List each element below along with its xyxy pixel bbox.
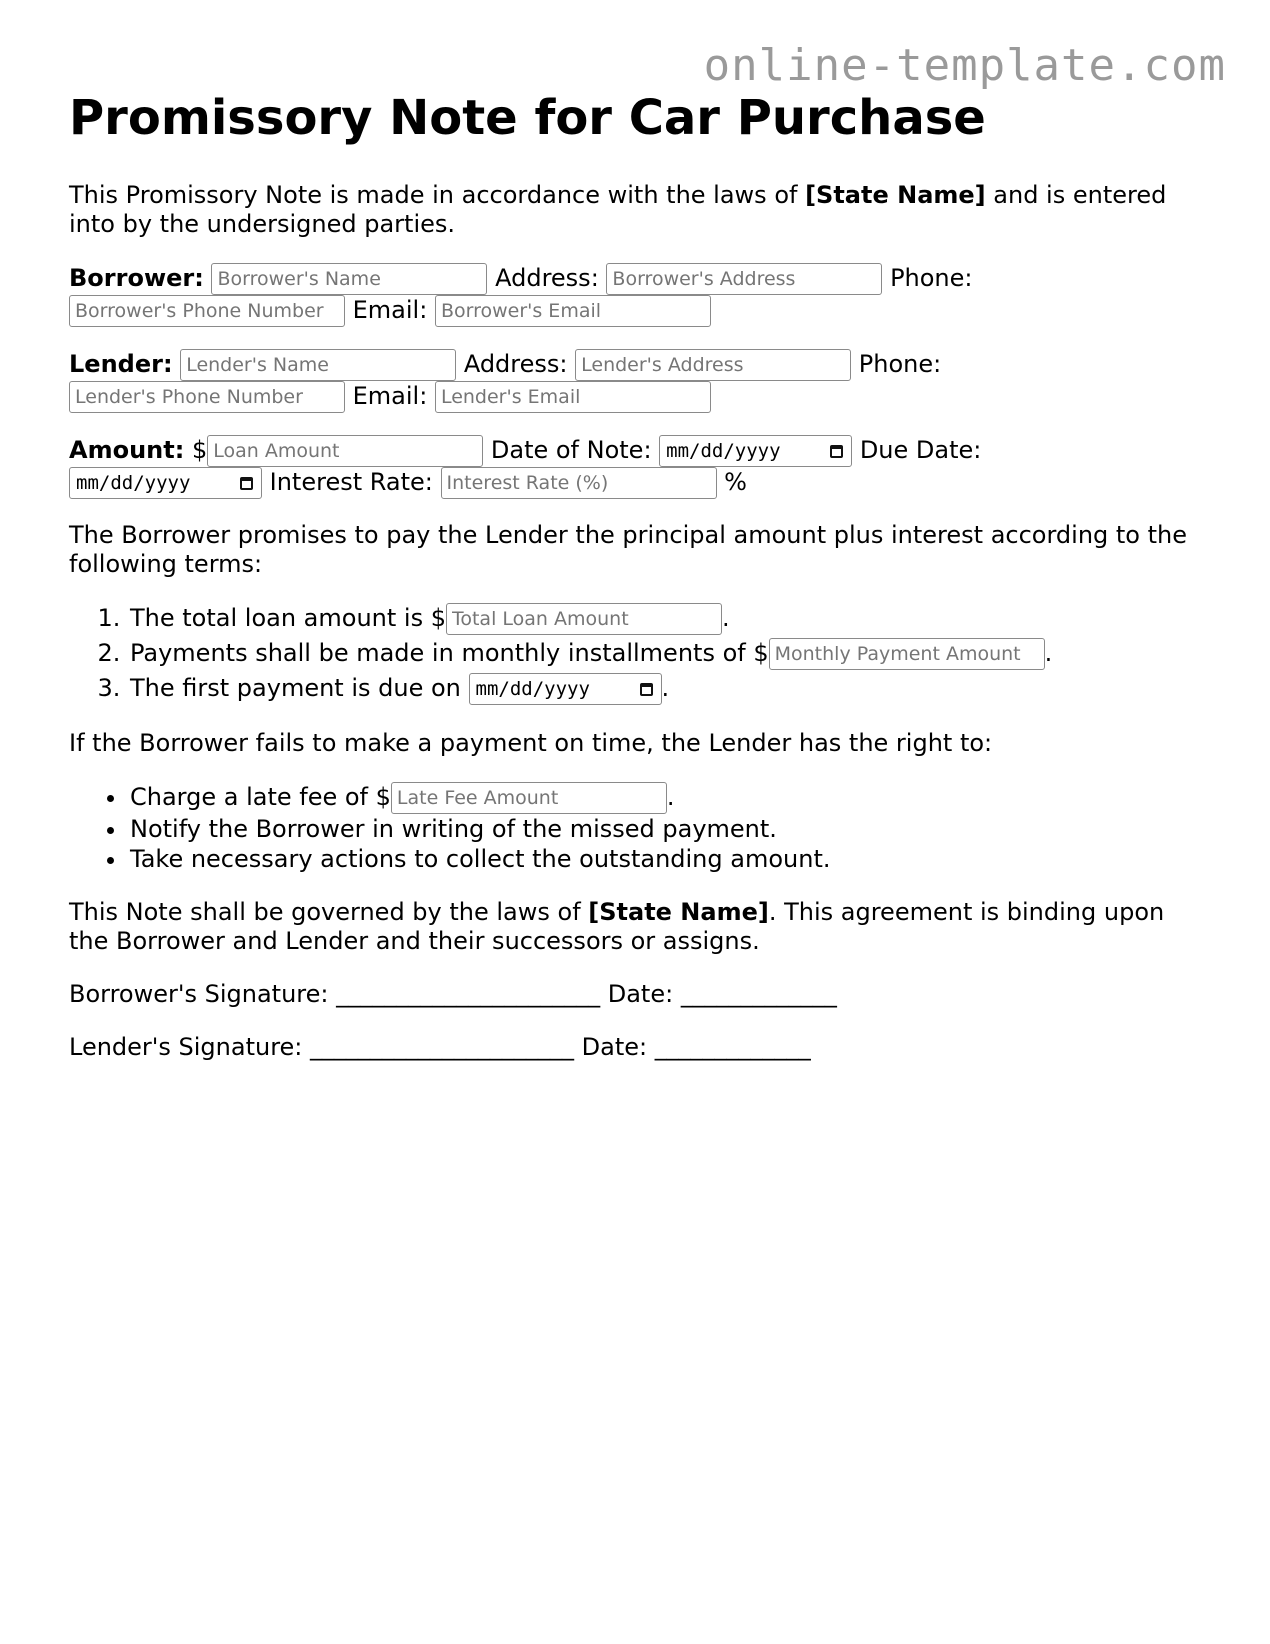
borrower-email-label: Email:: [352, 296, 428, 324]
governing-paragraph: [69, 898, 1209, 956]
borrower-name-input[interactable]: [211, 263, 487, 295]
list-item: [128, 782, 1209, 814]
due-date-label: Due Date:: [859, 436, 982, 464]
governing-text-before: This Note shall be governed by the laws of: [69, 898, 589, 926]
term-1-period: .: [721, 604, 730, 632]
right-1-period: .: [666, 783, 675, 811]
lender-address-label: Address:: [463, 350, 568, 378]
calendar-icon[interactable]: [830, 445, 843, 458]
amount-label: Amount:: [69, 436, 185, 464]
date-of-note-placeholder: mm/dd/yyyy: [666, 439, 781, 462]
default-intro: If the Borrower fails to make a payment on time, the Lender has the right to:: [69, 729, 993, 757]
state-name-placeholder: [State Name]: [805, 181, 986, 209]
lender-email-label: Email:: [352, 382, 428, 410]
lender-section: [69, 349, 1209, 413]
total-loan-amount-input[interactable]: [446, 603, 722, 635]
list-item: [128, 673, 1209, 705]
borrower-address-label: Address:: [495, 264, 599, 292]
intro-paragraph: [69, 181, 1209, 239]
lender-phone-input[interactable]: [69, 381, 345, 413]
first-payment-date-input[interactable]: [469, 673, 662, 705]
document-body: [69, 88, 1209, 1086]
lender-label: Lender:: [69, 350, 173, 378]
calendar-icon[interactable]: [640, 683, 653, 696]
governing-text-after: . This agreement is binding upon the Borrower and Lender and their successors or assigns.: [69, 898, 1165, 955]
percent-symbol: %: [724, 468, 747, 496]
borrower-address-input[interactable]: [606, 263, 882, 295]
rights-list: [69, 782, 1209, 874]
late-fee-input[interactable]: [391, 782, 667, 814]
lender-signature-line: Lender's Signature: ______________________ Date: _____________: [69, 1033, 811, 1061]
borrower-phone-label: Phone:: [890, 264, 973, 292]
interest-rate-input[interactable]: [441, 467, 717, 499]
watermark: online-template.com: [703, 40, 1226, 91]
intro-text-after: and is entered into by the undersigned parties.: [69, 181, 1167, 238]
term-1-text: The total loan amount is $: [130, 604, 446, 632]
term-3-period: .: [661, 674, 670, 702]
first-payment-date-placeholder: mm/dd/yyyy: [475, 677, 590, 700]
due-date-input[interactable]: [69, 467, 262, 499]
page-title: Promissory Note for Car Purchase: [69, 90, 986, 146]
due-date-placeholder: mm/dd/yyyy: [76, 471, 191, 494]
lender-name-input[interactable]: [180, 349, 456, 381]
currency-symbol: $: [191, 436, 208, 464]
terms-list: [69, 603, 1209, 705]
term-2-text: Payments shall be made in monthly installments of $: [130, 639, 769, 667]
lender-phone-label: Phone:: [858, 350, 942, 378]
governing-state-placeholder: [State Name]: [588, 898, 769, 926]
borrower-signature-line: Borrower's Signature: ______________________ Date: _____________: [69, 980, 837, 1008]
borrower-email-input[interactable]: [435, 295, 711, 327]
amount-section: [69, 435, 1209, 499]
list-item: [128, 603, 1209, 635]
interest-rate-label: Interest Rate:: [269, 468, 433, 496]
term-2-period: .: [1044, 639, 1053, 667]
list-item: [128, 638, 1209, 670]
terms-intro: The Borrower promises to pay the Lender the principal amount plus interest according to the following terms:: [69, 521, 1188, 578]
loan-amount-input[interactable]: [207, 435, 483, 467]
term-3-text: The first payment is due on: [130, 674, 469, 702]
monthly-payment-input[interactable]: [769, 638, 1045, 670]
lender-email-input[interactable]: [435, 381, 711, 413]
borrower-phone-input[interactable]: [69, 295, 345, 327]
list-item: • Take necessary actions to collect the outstanding amount.: [128, 845, 1209, 874]
date-of-note-input[interactable]: [659, 435, 852, 467]
borrower-section: [69, 263, 1209, 327]
lender-address-input[interactable]: [575, 349, 851, 381]
date-of-note-label: Date of Note:: [490, 436, 652, 464]
intro-text-before: This Promissory Note is made in accordance with the laws of: [69, 181, 806, 209]
borrower-label: Borrower:: [69, 264, 204, 292]
calendar-icon[interactable]: [240, 477, 253, 490]
right-1-text: Charge a late fee of $: [130, 783, 391, 811]
list-item: • Notify the Borrower in writing of the missed payment.: [128, 815, 1209, 844]
